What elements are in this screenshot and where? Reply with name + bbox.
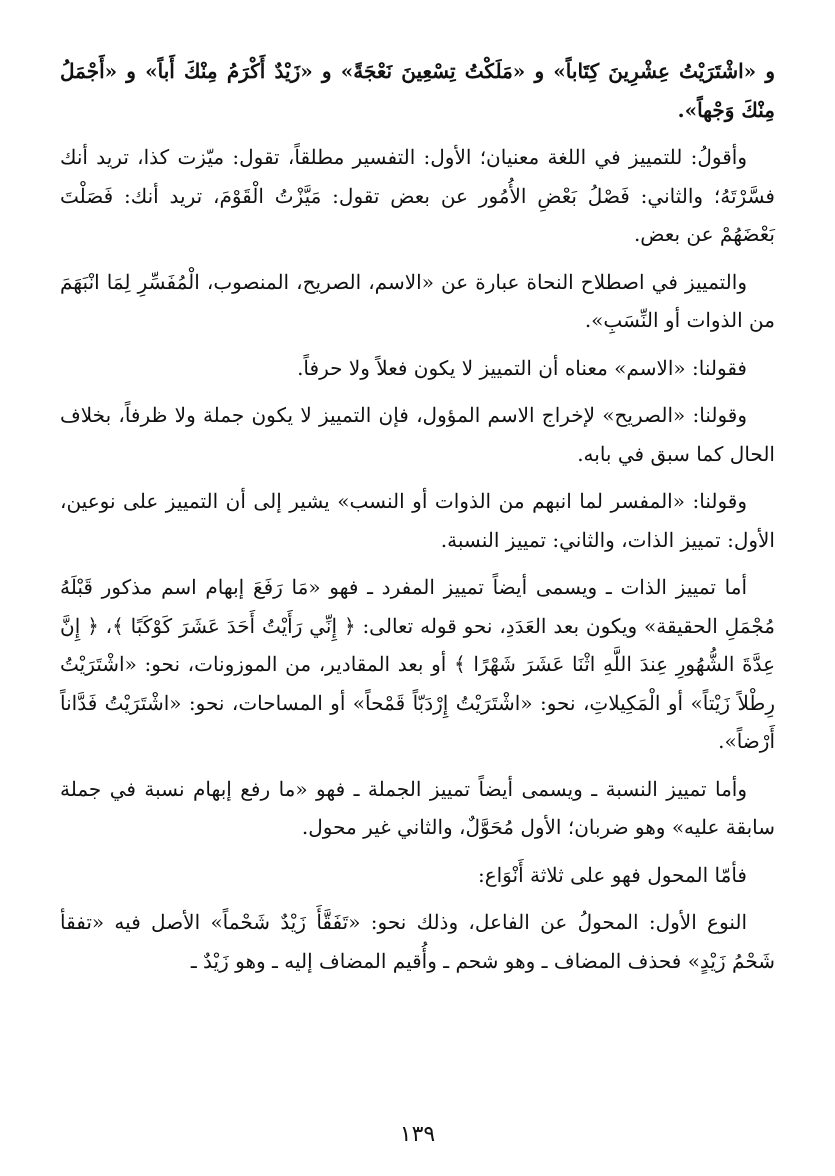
paragraph-mufassir: وقولنا: «المفسر لما انبهم من الذوات أو النسب» يشير إلى أن التمييز على نوعين، الأول: تمييز الذات، والثاني: تمييز النسبة. xyxy=(60,489,775,552)
paragraph-ism: فقولنا: «الاسم» معناه أن التمييز لا يكون فعلاً ولا حرفاً. xyxy=(297,355,747,380)
page-body xyxy=(60,52,775,1112)
paragraph-examples: و «اشْتَرَيْتُ عِشْرِينَ كِتَاباً» و «مَلَكْتُ تِسْعِينَ نَعْجَةً» و «زَيْدٌ أَكْرَمُ مِنْكَ أَباً» و «أَجْمَلُ مِنْكَ وَجْهاً». xyxy=(60,59,775,122)
page-number: ١٣٩ xyxy=(399,1122,436,1147)
paragraph-definition-language: وأقولُ: للتمييز في اللغة معنيان؛ الأول: التفسير مطلقاً، تقول: ميّزت كذا، تريد أنك فسَّرْتَهُ؛ والثاني: فَصْلُ بَعْضِ الأُمُور عن بعض تقول: مَيَّزْتُ الْقَوْمَ، تريد أنك: فَصَلْتَ بَعْضَهُمْ عن بعض. xyxy=(60,145,775,246)
paragraph-tamyiz-nisba: وأما تمييز النسبة ـ ويسمى أيضاً تمييز الجملة ـ فهو «ما رفع إبهام نسبة في جملة سابقة عليه» وهو ضربان؛ الأول مُحَوَّلٌ، والثاني غير محول. xyxy=(60,776,775,839)
paragraph-tamyiz-dhat: أما تمييز الذات ـ ويسمى أيضاً تمييز المفرد ـ فهو «مَا رَفَعَ إبهام اسم مذكور قَبْلَهُ مُجْمَلِ الحقيقة» ويكون بعد العَدَدِ، نحو قوله تعالى: ﴿ إِنِّي رَأَيْتُ أَحَدَ عَشَرَ كَوْكَبًا ﴾، ﴿ إِنَّ عِدَّةَ الشُّهُورِ عِندَ اللَّهِ اثْنَا عَشَرَ شَهْرًا ﴾ أو بعد المقادير، من الموزونات، نحو: «اشْتَرَيْتُ رِطْلاً زَيْتاً» أو الْمَكِيلاتِ، نحو: «اشْتَرَيْتُ إِرْدَبّاً قَمْحاً» أو المساحات، نحو: «اشْتَرَيْتُ فَدَّاناً أَرْضاً». xyxy=(60,575,775,753)
paragraph-sarih: وقولنا: «الصريح» لإخراج الاسم المؤول، فإن التمييز لا يكون جملة ولا ظرفاً، بخلاف الحال كما سبق في بابه. xyxy=(60,403,775,466)
paragraph-naw-awwal: النوع الأول: المحولُ عن الفاعل، وذلك نحو: «تَفَقَّأَ زَيْدٌ شَحْماً» الأصل فيه «تفقأ شَحْمُ زَيْدٍ» فحذف المضاف ـ وهو شحم ـ وأُقيم المضاف إليه ـ وهو زَيْدٌ ـ xyxy=(60,910,775,973)
paragraph-definition-grammar: والتمييز في اصطلاح النحاة عبارة عن «الاسم، الصريح، المنصوب، الْمُفَسِّرِ لِمَا انْبَهَمَ من الذوات أو النِّسَبِ». xyxy=(60,269,775,332)
paragraph-muhawwal-intro: فأمّا المحول فهو على ثلاثة أَنْوَاع: xyxy=(477,862,747,887)
